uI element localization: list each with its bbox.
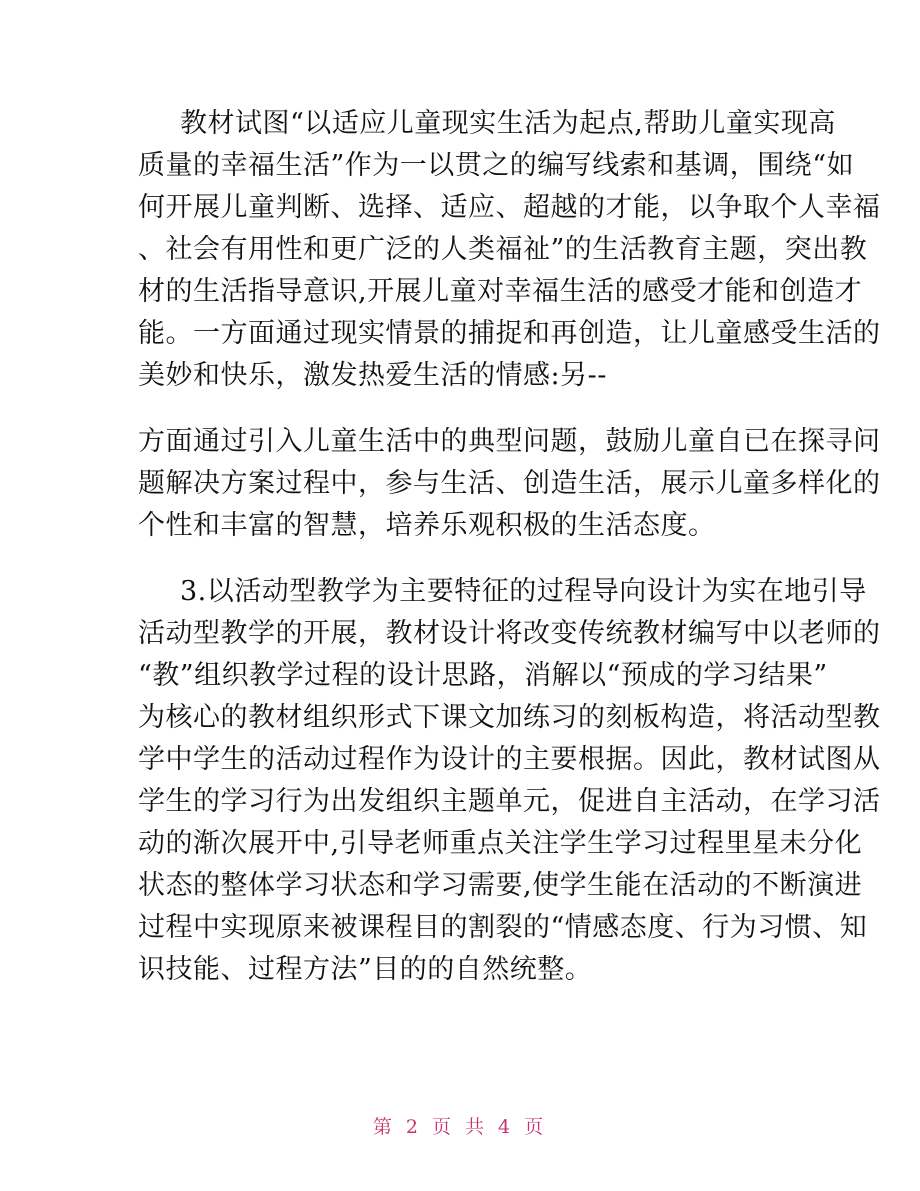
paragraph-2-line-6: 学生的学习行为出发组织主题单元，促进自主活动，在学习活 <box>138 786 881 817</box>
paragraph-2-line-3: “教”组织教学过程的设计思路，消解以“预成的学习结果” <box>138 660 828 691</box>
paragraph-2-line-4: 为核心的教材组织形式下课文加练习的刻板构造，将活动型教 <box>138 702 881 733</box>
paragraph-2-line-7: 动的渐次展开中,引导老师重点关注学生学习过程里星未分化 <box>138 828 863 859</box>
paragraph-1-line-4: 、社会有用性和更广泛的人类福祉”的生活教育主题，突出教 <box>138 234 868 265</box>
paragraph-2-line-1: 3.以活动型教学为主要特征的过程导向设计为实在地引导 <box>180 576 867 607</box>
paragraph-1-line-3: 何开展儿童判断、选择、适应、超越的才能，以争取个人幸福 <box>138 192 881 223</box>
paragraph-1-line-7: 美妙和快乐，激发热爱生活的情感:另-- <box>138 360 607 391</box>
paragraph-1-line-9: 题解决方案过程中，参与生活、创造生活，展示儿童多样化的 <box>138 468 881 499</box>
paragraph-1-line-2: 质量的幸福生活”作为一以贯之的编写线索和基调，围绕“如 <box>138 150 855 181</box>
paragraph-2-line-5: 学中学生的活动过程作为设计的主要根据。因此，教材试图从 <box>138 744 881 775</box>
paragraph-1-line-5: 材的生活指导意识,开展儿童对幸福生活的感受才能和创造才 <box>138 276 863 307</box>
paragraph-2-line-2: 活动型教学的开展，教材设计将改变传统教材编写中以老师的 <box>138 618 881 649</box>
paragraph-1-line-8: 方面通过引入儿童生活中的典型问题，鼓励儿童自已在探寻问 <box>138 426 881 457</box>
paragraph-2-line-10: 识技能、过程方法”目的的自然统整。 <box>138 954 593 985</box>
paragraph-1-line-6: 能。一方面通过现实情景的捕捉和再创造，让儿童感受生活的 <box>138 318 881 349</box>
paragraph-1-line-1: 教材试图“以适应儿童现实生活为起点,帮助儿童实现高 <box>180 108 836 139</box>
paragraph-2-line-8: 状态的整体学习状态和学习需要,使学生能在活动的不断演进 <box>138 870 863 901</box>
paragraph-1-line-10: 个性和丰富的智慧，培养乐观积极的生活态度。 <box>138 510 716 541</box>
paragraph-2-line-9: 过程中实现原来被课程目的割裂的“情感态度、行为习惯、知 <box>138 912 868 943</box>
page-number-footer: 第 2 页 共 4 页 <box>372 1116 548 1138</box>
